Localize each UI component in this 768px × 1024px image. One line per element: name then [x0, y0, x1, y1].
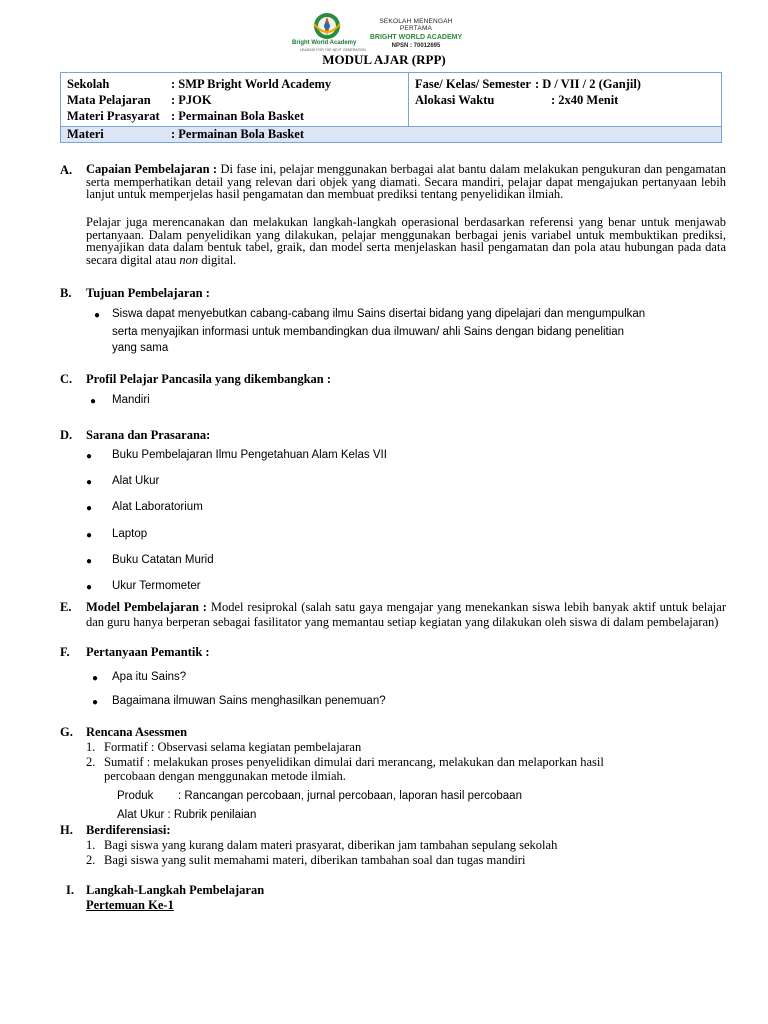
info-label: Materi Prasyarat	[67, 109, 160, 123]
list-item: Buku Pembelajaran Ilmu Pengetahuan Alam Kelas VII	[112, 449, 387, 461]
section-a-paragraph-1	[86, 163, 726, 201]
list-number: 2.	[86, 853, 96, 867]
info-value: : SMP Bright World Academy	[171, 77, 332, 91]
list-item: Bagi siswa yang kurang dalam materi prasyarat, diberikan jam tambahan sepulang sekolah	[104, 838, 558, 852]
section-letter: A.	[60, 163, 73, 177]
document-title: MODUL AJAR (RPP)	[322, 52, 446, 67]
list-item: Mandiri	[112, 394, 150, 406]
list-item: Alat Laboratorium	[112, 501, 203, 513]
produk-label: Produk	[117, 790, 154, 802]
bullet-dot-icon: ●	[86, 503, 93, 514]
bullet-dot-icon: ●	[92, 673, 99, 684]
info-value: : PJOK	[171, 93, 212, 107]
section-letter: B.	[60, 286, 72, 300]
section-letter: E.	[60, 600, 72, 614]
section-c-title: Profil Pelajar Pancasila yang dikembangkan :	[86, 372, 332, 386]
info-label: Sekolah	[67, 77, 110, 91]
list-item: Ukur Termometer	[112, 580, 201, 592]
section-i-subtitle: Pertemuan Ke-1	[86, 898, 174, 912]
list-item: Siswa dapat menyebutkan cabang-cabang ilmu Sains disertai bidang yang dipelajari dan mengumpulkan	[112, 308, 646, 320]
module-info-table	[60, 72, 722, 143]
info-prasyarat	[67, 108, 402, 124]
section-a-paragraph-2	[86, 216, 726, 266]
list-item: Laptop	[112, 528, 148, 540]
info-left-cell	[61, 73, 409, 126]
section-letter: D.	[60, 428, 73, 442]
section-a-text-2-em: non	[179, 252, 199, 267]
produk-value: : Rancangan percobaan, jurnal percobaan, laporan hasil percobaan	[178, 790, 522, 802]
bullet-dot-icon: ●	[86, 556, 93, 567]
info-mapel	[67, 92, 402, 108]
bullet-dot-icon: ●	[86, 477, 93, 488]
list-item: Alat Ukur	[112, 475, 160, 487]
info-label: Fase/ Kelas/ Semester	[415, 77, 531, 91]
bullet-dot-icon: ●	[86, 582, 93, 593]
section-a-text-2a: Pelajar juga merencanakan dan melakukan langkah-langkah operasional berdasarkan referensi yang benar untuk menjawab pertanyaan. Dalam penyelidikan yang dilakukan, pelajar menggunakan berbagai jenis variabel untuk membuktikan prediksi, menyajikan data dalam bentuk tabel, graik, dan model serta menjelaskan hasil pengamatan dan pola atau hubungan pada data secara digital atau	[86, 215, 726, 267]
logo-subcaption: LEADING FOR THE NEXT GENERATION	[300, 48, 366, 52]
section-a-text-1: Di fase ini, pelajar menggunakan berbagai alat bantu dalam melakukan pengukuran dan pengamatan serta memperhatikan detail yang relevan dari objek yang diamati. Secara mandiri, pelajar dapat mengajukan pertanyaan lebih lanjut untuk memperjelas hasil pengamatan dan membuat prediksi tentang penyelidikan ilmiah.	[86, 162, 726, 201]
section-a-title: Capaian Pembelajaran :	[86, 162, 218, 176]
section-letter: I.	[66, 883, 74, 897]
list-item: Bagaimana ilmuwan Sains menghasilkan penemuan?	[112, 695, 386, 707]
section-e-title: Model Pembelajaran :	[86, 600, 207, 614]
info-label: Mata Pelajaran	[67, 93, 151, 107]
info-label: Materi	[67, 127, 104, 141]
info-value: : 2x40 Menit	[551, 93, 619, 107]
list-number: 1.	[86, 838, 96, 852]
logo-caption: Bright World Academy	[292, 40, 357, 46]
section-i-title: Langkah-Langkah Pembelajaran	[86, 883, 265, 897]
list-item: percobaan dengan menggunakan metode ilmiah.	[104, 769, 346, 783]
list-item: Formatif : Observasi selama kegiatan pembelajaran	[104, 740, 362, 754]
section-e-paragraph	[86, 600, 726, 630]
alat-ukur: Alat Ukur : Rubrik penilaian	[117, 809, 257, 821]
bullet-dot-icon: ●	[90, 396, 97, 407]
info-value: : Permainan Bola Basket	[171, 109, 304, 123]
section-letter: F.	[60, 645, 70, 659]
info-value: : D / VII / 2 (Ganjil)	[534, 77, 641, 91]
school-type: SEKOLAH MENENGAH PERTAMA	[379, 18, 453, 32]
section-b-title: Tujuan Pembelajaran :	[86, 286, 210, 300]
bullet-dot-icon: ●	[94, 310, 101, 321]
info-waktu	[415, 92, 715, 108]
section-letter: G.	[60, 725, 73, 739]
section-letter: H.	[60, 823, 73, 837]
school-npsn: NPSN : 70012695	[391, 43, 441, 49]
info-label: Alokasi Waktu	[415, 93, 495, 107]
section-h-title: Berdiferensiasi:	[86, 823, 171, 837]
section-e-text: Model resiprokal (salah satu gaya mengajar yang menekankan siswa lebih banyak aktif untuk belajar dan guru hanya berperan sebagai fasilitator yang memantau setiap kegiatan yang dilakukan oleh siswa di dalam pembelajaran)	[86, 600, 726, 629]
section-f-title: Pertanyaan Pemantik :	[86, 645, 210, 659]
list-item: Sumatif : melakukan proses penyelidikan dimulai dari merancang, melakukan dan melaporkan hasil	[104, 755, 604, 769]
info-sekolah	[67, 76, 402, 92]
list-item: serta menyajikan informasi untuk membandingkan dua ilmuwan/ ahli Sains dengan bidang penelitian	[112, 326, 625, 338]
list-item: yang sama	[112, 342, 169, 354]
section-g-title: Rencana Asessmen	[86, 725, 188, 739]
bullet-dot-icon: ●	[86, 451, 93, 462]
info-fase	[415, 76, 715, 92]
info-right-cell	[409, 73, 721, 126]
list-item: Apa itu Sains?	[112, 671, 187, 683]
section-a-text-2b: digital.	[198, 252, 237, 267]
list-item: Bagi siswa yang sulit memahami materi, diberikan tambahan soal dan tugas mandiri	[104, 853, 526, 867]
list-number: 1.	[86, 740, 96, 754]
section-letter: C.	[60, 372, 73, 386]
section-d-title: Sarana dan Prasarana:	[86, 428, 211, 442]
list-item: Buku Catatan Murid	[112, 554, 214, 566]
info-main-row	[61, 73, 721, 126]
school-name: BRIGHT WORLD ACADEMY	[369, 34, 463, 41]
bullet-dot-icon: ●	[92, 697, 99, 708]
list-number: 2.	[86, 755, 96, 769]
bullet-dot-icon: ●	[86, 530, 93, 541]
school-identity	[364, 18, 468, 49]
info-materi-row	[61, 126, 721, 142]
info-value: : Permainan Bola Basket	[171, 127, 304, 141]
